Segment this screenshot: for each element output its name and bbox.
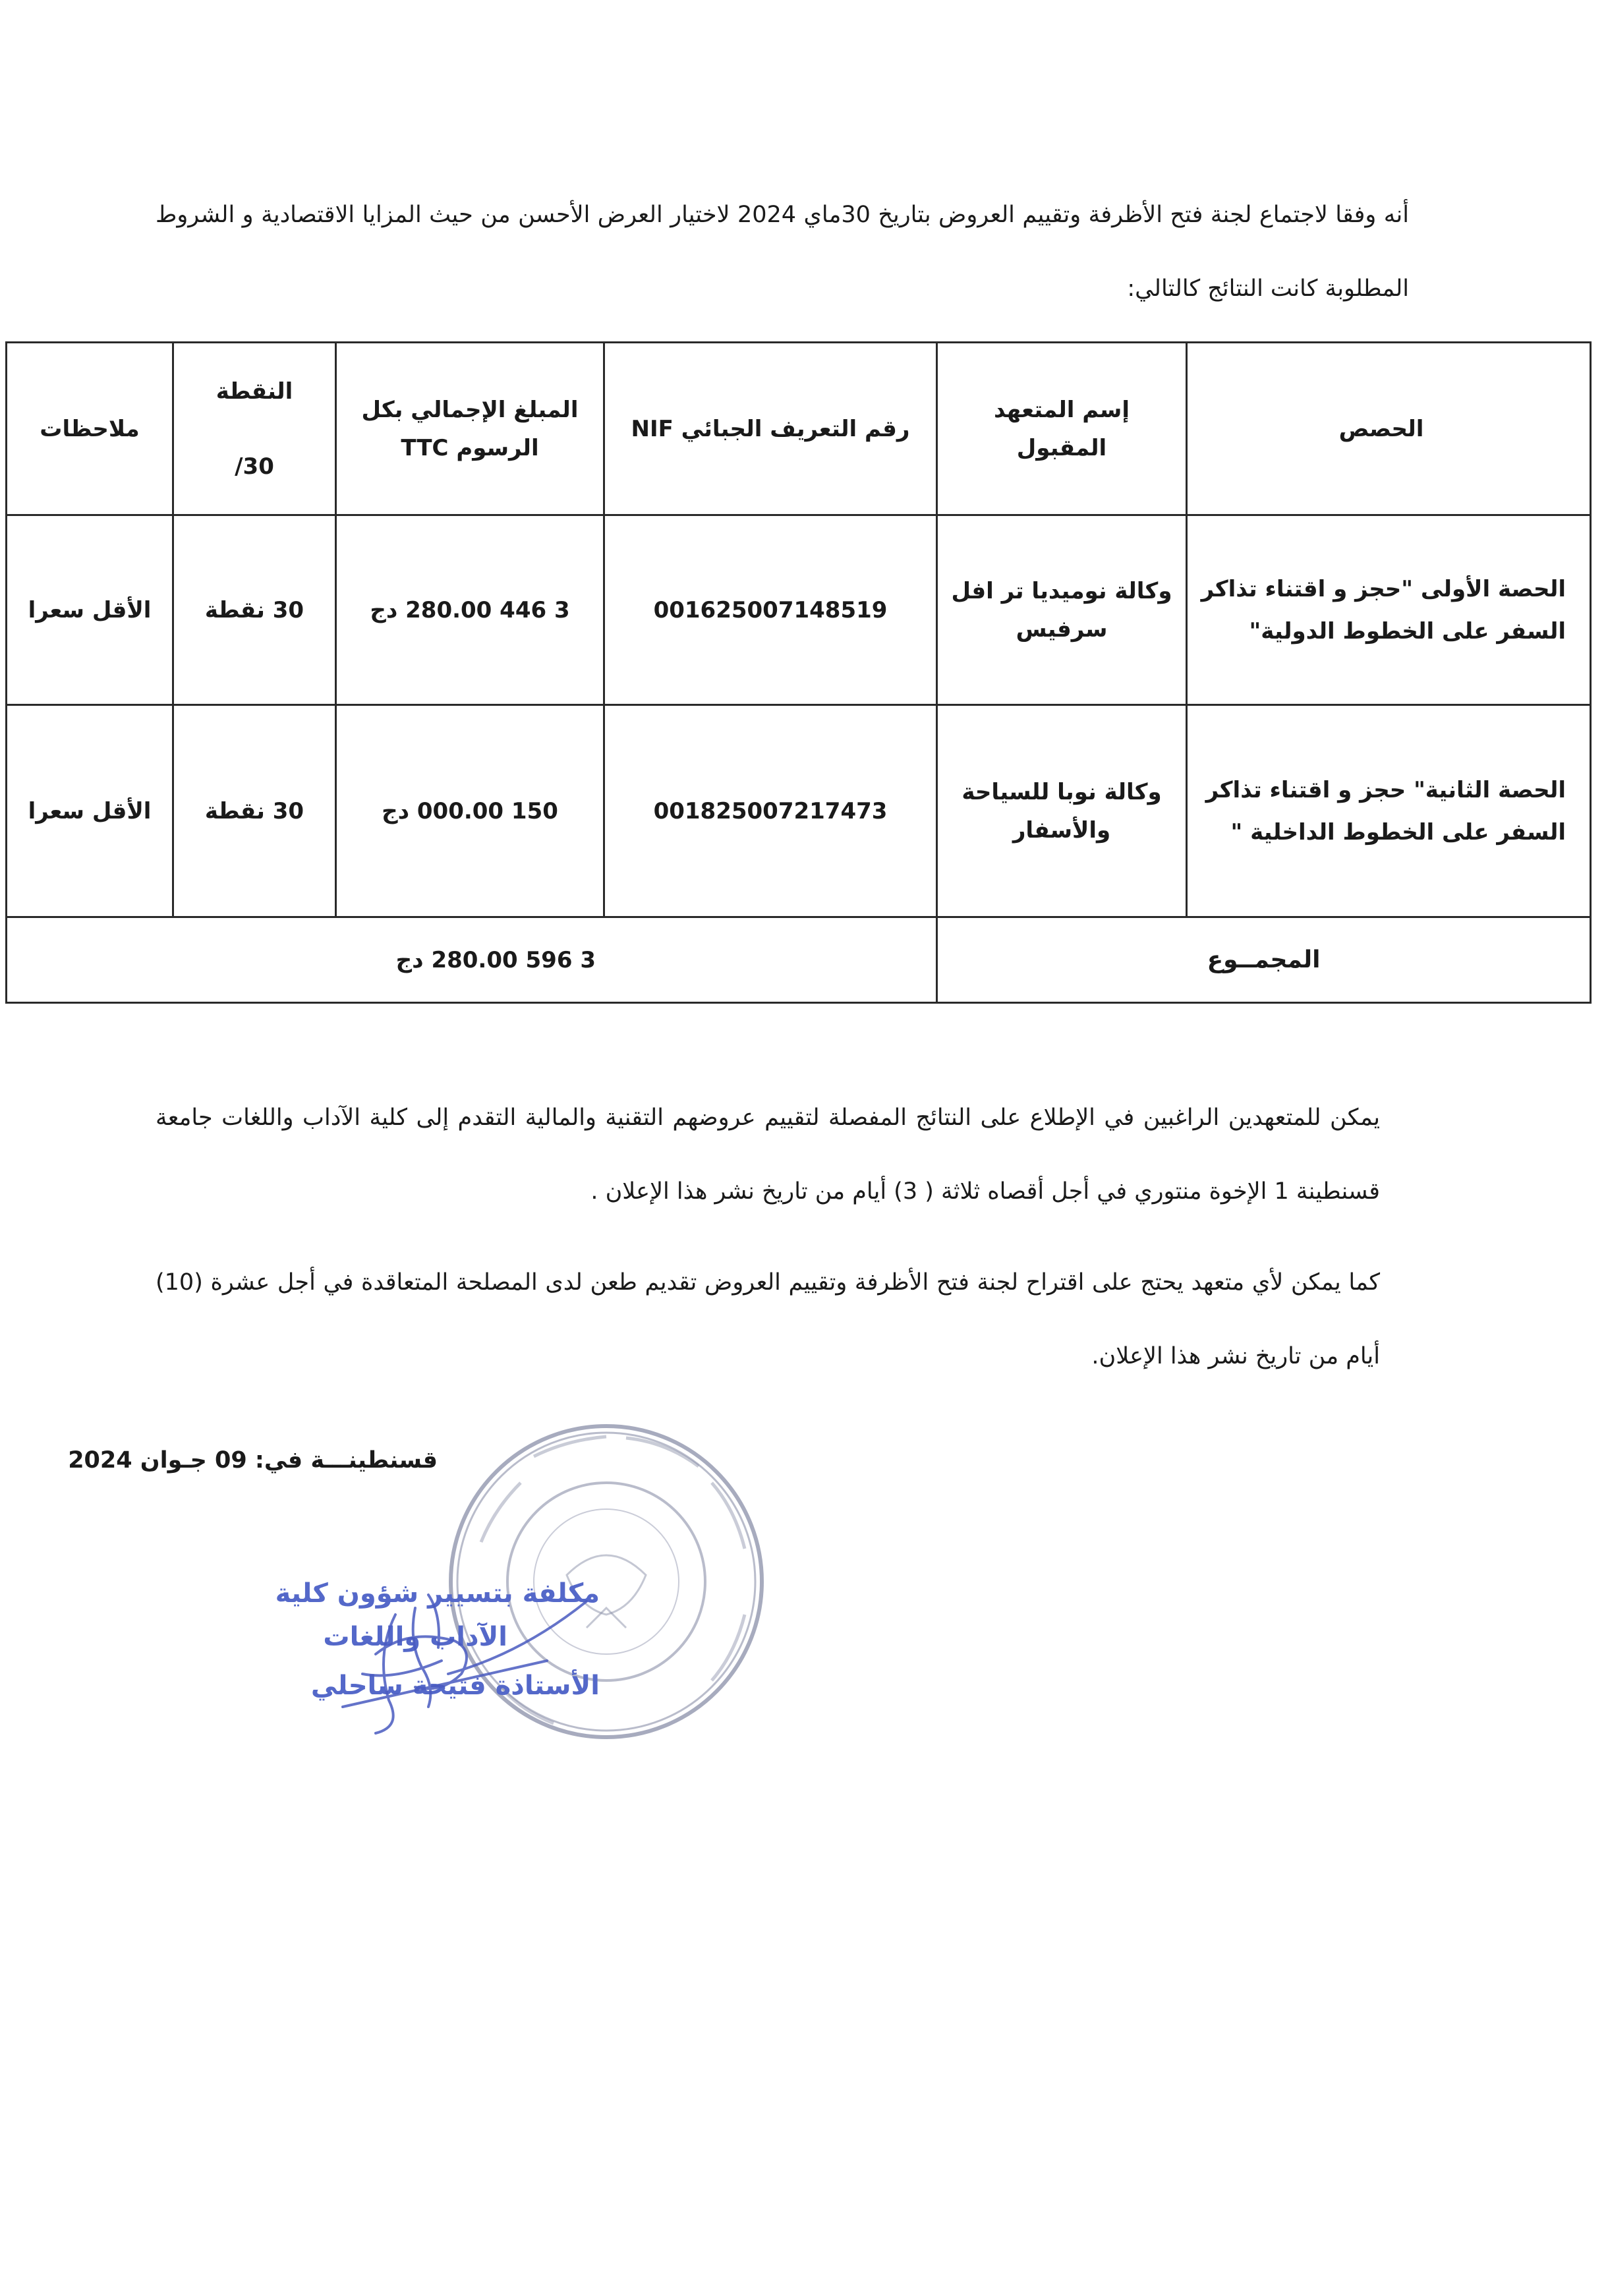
header-points — [173, 343, 336, 515]
header-points-max: 30/ — [235, 453, 274, 480]
header-points-label: النقطة — [215, 378, 293, 405]
row-nif: 001625007148519 — [604, 515, 937, 705]
row-amount: 3 446 280.00 دج — [336, 515, 604, 705]
header-lot: الحصص — [1187, 343, 1591, 515]
total-label: المجمــوع — [937, 917, 1591, 1003]
notice-paragraph-1: يمكن للمتعهدين الراغبين في الإطلاع على النتائج المفصلة لتقييم عروضهم التقنية والمالية التقدم إلى كلية الآداب واللغات جامعة قسنطينة 1 الإخوة منتوري في أجل أقصاه ثلاثة ( 3) أيام من تاريخ نشر هذا الإعلان . — [156, 1105, 1380, 1205]
table-row — [7, 705, 1591, 917]
row-notes: الأقل سعرا — [7, 515, 173, 705]
notice-paragraph-2: كما يمكن لأي متعهد يحتج على اقتراح لجنة فتح الأظرفة وتقييم العروض تقديم طعن لدى المصلحة المتعاقدة في أجل عشرة (10) أيام من تاريخ نشر هذا الإعلان. — [156, 1269, 1380, 1369]
total-amount: 3 596 280.00 دج — [7, 917, 937, 1003]
row-amount: 150 000.00 دج — [336, 705, 604, 917]
row-lot: الحصة الأولى "حجز و اقتناء تذاكر السفر على الخطوط الدولية" — [1187, 515, 1591, 705]
header-notes: ملاحظات — [7, 343, 173, 515]
header-amount: المبلغ الإجمالي بكل الرسوم TTC — [336, 343, 604, 515]
stamp-line-3: الأستاذة فتيحة ساحلي — [310, 1671, 600, 1701]
row-bidder: وكالة نوميديا تر افل سرفيس — [937, 515, 1187, 705]
results-table — [5, 341, 1592, 1004]
row-bidder: وكالة نوبا للسياحة والأسفار — [937, 705, 1187, 917]
table-header-row — [7, 343, 1591, 515]
place-and-date: قسنطينـــة في: 09 جـوان 2024 — [68, 1447, 438, 1474]
row-notes: الأقل سعرا — [7, 705, 173, 917]
stamp-line-1: مكلفة بتسيير شؤون كلية — [275, 1578, 600, 1609]
intro-paragraph: أنه وفقا لاجتماع لجنة فتح الأظرفة وتقييم العروض بتاريخ 30ماي 2024 لاختيار العرض الأحسن من حيث المزايا الاقتصادية و الشروط المطلوبة كانت النتائج كالتالي: — [156, 202, 1410, 302]
row-points: 30 نقطة — [173, 705, 336, 917]
header-nif: رقم التعريف الجبائي NIF — [604, 343, 937, 515]
header-bidder: إسم المتعهد المقبول — [937, 343, 1187, 515]
table-total-row — [7, 917, 1591, 1003]
row-points: 30 نقطة — [173, 515, 336, 705]
row-nif: 001825007217473 — [604, 705, 937, 917]
handwritten-signature-icon — [178, 1575, 600, 1746]
row-lot: الحصة الثانية" حجز و اقتناء تذاكر السفر على الخطوط الداخلية " — [1187, 705, 1591, 917]
stamp-line-2: الآداب واللغات — [323, 1622, 507, 1652]
signature-stamp — [178, 1575, 600, 1746]
table-row — [7, 515, 1591, 705]
